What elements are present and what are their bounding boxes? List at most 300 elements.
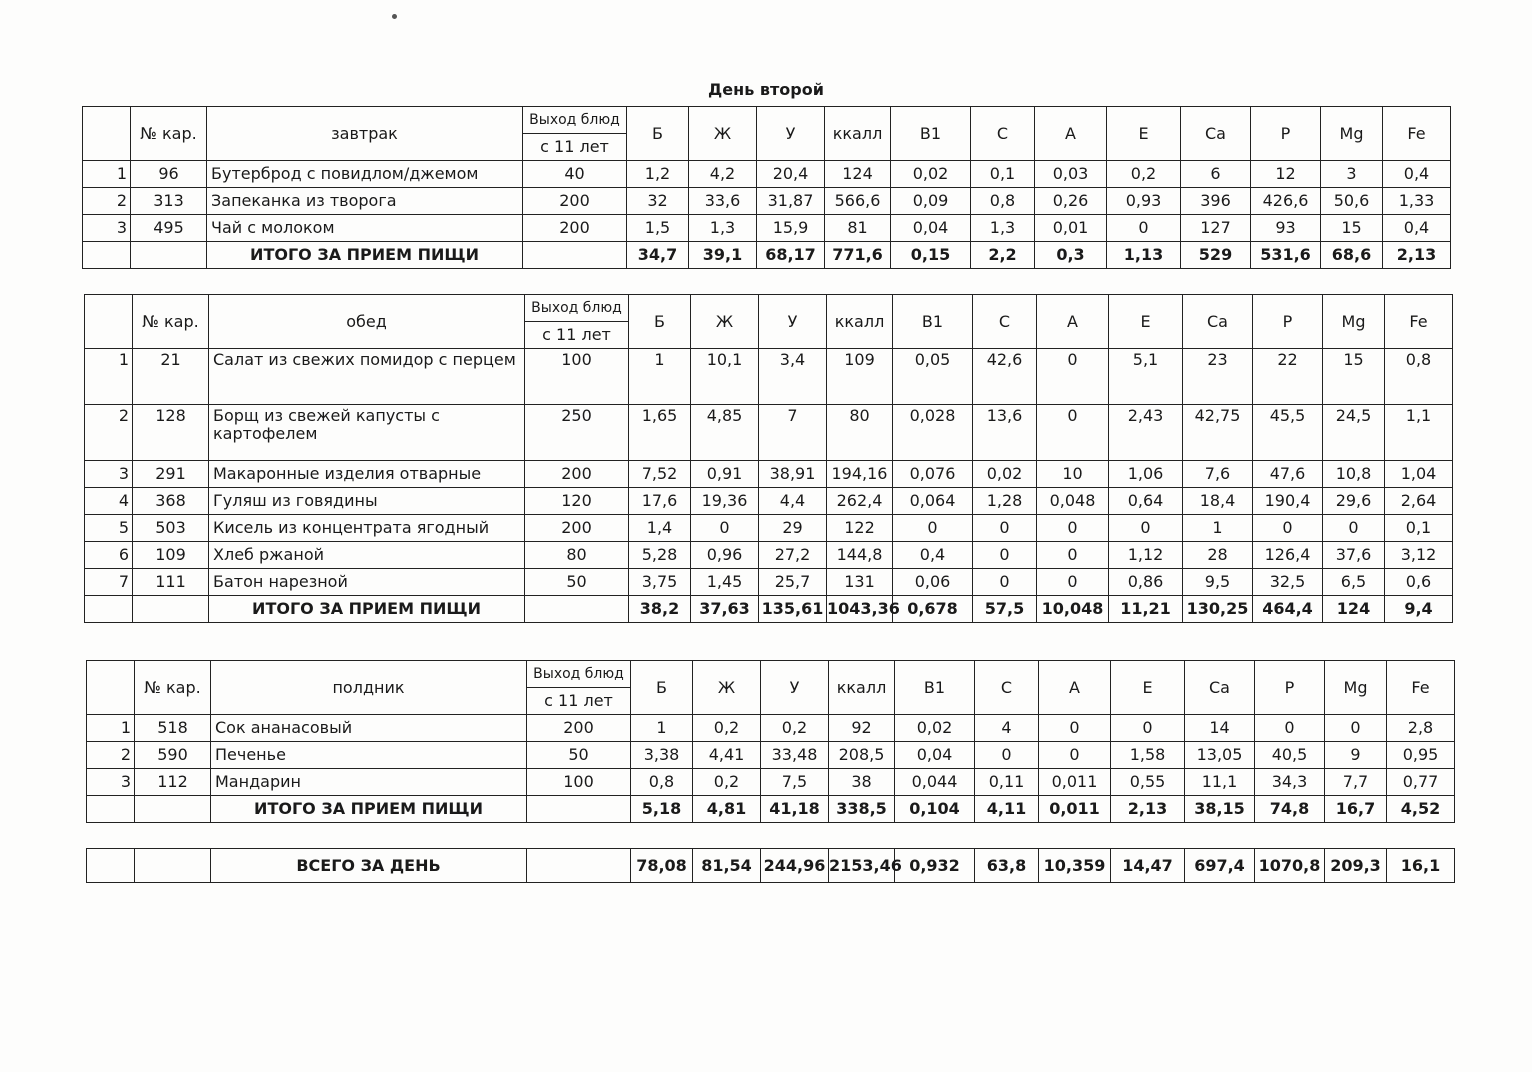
empty-cell xyxy=(527,796,631,823)
nutrient-value: 0 xyxy=(973,515,1037,542)
nutrient-value: 1,4 xyxy=(629,515,691,542)
nutrient-value: 2,64 xyxy=(1385,488,1453,515)
total-label: ИТОГО ЗА ПРИЕМ ПИЩИ xyxy=(209,596,525,623)
day-total-value: 63,8 xyxy=(975,849,1039,883)
nutrient-value: 0,86 xyxy=(1109,569,1183,596)
total-value: 10,048 xyxy=(1037,596,1109,623)
card-number: 112 xyxy=(135,769,211,796)
table-row xyxy=(85,461,1453,488)
nutrient-value: 0,064 xyxy=(893,488,973,515)
nutrient-value: 4,2 xyxy=(689,161,757,188)
scan-speck xyxy=(392,14,397,19)
header-meal-name: завтрак xyxy=(207,107,523,161)
nutrient-value: 47,6 xyxy=(1253,461,1323,488)
nutrient-value: 194,16 xyxy=(827,461,893,488)
table-row xyxy=(87,715,1455,742)
row-index: 1 xyxy=(87,715,135,742)
header-meal-name: полдник xyxy=(211,661,527,715)
dish-name: Сок ананасовый xyxy=(211,715,527,742)
total-value: 338,5 xyxy=(829,796,895,823)
day-total-value: 244,96 xyxy=(761,849,829,883)
total-value: 0,011 xyxy=(1039,796,1111,823)
table-row xyxy=(85,488,1453,515)
dish-yield: 100 xyxy=(525,349,629,405)
dish-yield: 40 xyxy=(523,161,627,188)
day-total-table xyxy=(86,848,1455,883)
row-index: 2 xyxy=(87,742,135,769)
nutrient-value: 0,04 xyxy=(895,742,975,769)
nutrient-value: 23 xyxy=(1183,349,1253,405)
total-row xyxy=(83,242,1451,269)
nutrient-value: 6 xyxy=(1181,161,1251,188)
card-number: 368 xyxy=(133,488,209,515)
header-yield-top: Выход блюд xyxy=(527,661,631,688)
row-index: 3 xyxy=(85,461,133,488)
nutrient-value: 0,02 xyxy=(891,161,971,188)
header-col: Б xyxy=(631,661,693,715)
nutrient-value: 93 xyxy=(1251,215,1321,242)
total-label: ИТОГО ЗА ПРИЕМ ПИЩИ xyxy=(211,796,527,823)
header-yield-top: Выход блюд xyxy=(523,107,627,134)
table-row xyxy=(85,515,1453,542)
nutrient-value: 1,45 xyxy=(691,569,759,596)
nutrient-value: 1,3 xyxy=(971,215,1035,242)
total-value: 0,678 xyxy=(893,596,973,623)
nutrient-value: 190,4 xyxy=(1253,488,1323,515)
nutrient-value: 13,05 xyxy=(1185,742,1255,769)
table-row xyxy=(87,742,1455,769)
header-yield-bottom: с 11 лет xyxy=(527,688,631,715)
header-col: Fe xyxy=(1383,107,1451,161)
total-value: 38,2 xyxy=(629,596,691,623)
header-yield-bottom: с 11 лет xyxy=(523,134,627,161)
empty-cell xyxy=(87,849,135,883)
table-row xyxy=(83,215,1451,242)
nutrient-value: 3 xyxy=(1321,161,1383,188)
nutrient-value: 0,8 xyxy=(971,188,1035,215)
total-value: 135,61 xyxy=(759,596,827,623)
nutrient-value: 3,12 xyxy=(1385,542,1453,569)
nutrient-value: 15 xyxy=(1321,215,1383,242)
nutrient-value: 0,11 xyxy=(975,769,1039,796)
nutrient-value: 1,04 xyxy=(1385,461,1453,488)
nutrient-value: 0 xyxy=(1111,715,1185,742)
nutrient-value: 0,05 xyxy=(893,349,973,405)
nutrient-value: 20,4 xyxy=(757,161,825,188)
nutrient-value: 1 xyxy=(631,715,693,742)
nutrient-value: 0,03 xyxy=(1035,161,1107,188)
nutrient-value: 33,48 xyxy=(761,742,829,769)
nutrient-value: 0 xyxy=(1323,515,1385,542)
nutrient-value: 1,58 xyxy=(1111,742,1185,769)
nutrient-value: 15 xyxy=(1323,349,1385,405)
nutrient-value: 0,64 xyxy=(1109,488,1183,515)
nutrient-value: 32,5 xyxy=(1253,569,1323,596)
day-total-value: 81,54 xyxy=(693,849,761,883)
dish-name: Запеканка из творога xyxy=(207,188,523,215)
nutrient-value: 566,6 xyxy=(825,188,891,215)
total-value: 74,8 xyxy=(1255,796,1325,823)
nutrient-value: 0 xyxy=(975,742,1039,769)
nutrient-value: 45,5 xyxy=(1253,405,1323,461)
nutrient-value: 0,09 xyxy=(891,188,971,215)
header-yield-top: Выход блюд xyxy=(525,295,629,322)
nutrient-value: 0,4 xyxy=(1383,215,1451,242)
header-meal-name: обед xyxy=(209,295,525,349)
total-value: 2,13 xyxy=(1111,796,1185,823)
nutrient-value: 18,4 xyxy=(1183,488,1253,515)
nutrient-value: 0 xyxy=(1107,215,1181,242)
nutrient-value: 1,3 xyxy=(689,215,757,242)
nutrient-value: 127 xyxy=(1181,215,1251,242)
nutrient-value: 7,52 xyxy=(629,461,691,488)
nutrient-value: 1,12 xyxy=(1109,542,1183,569)
row-index: 4 xyxy=(85,488,133,515)
day-total-value: 0,932 xyxy=(895,849,975,883)
nutrient-value: 2,8 xyxy=(1387,715,1455,742)
header-card-number: № кар. xyxy=(135,661,211,715)
dish-yield: 80 xyxy=(525,542,629,569)
nutrient-value: 0,26 xyxy=(1035,188,1107,215)
day-total-value: 2153,46 xyxy=(829,849,895,883)
day-total-value: 14,47 xyxy=(1111,849,1185,883)
empty-cell xyxy=(83,242,131,269)
nutrient-value: 13,6 xyxy=(973,405,1037,461)
nutrient-value: 0,95 xyxy=(1387,742,1455,769)
header-col: Fe xyxy=(1385,295,1453,349)
header-row xyxy=(85,295,1453,322)
header-col: Р xyxy=(1255,661,1325,715)
header-index-cell xyxy=(87,661,135,715)
nutrient-value: 0,04 xyxy=(891,215,971,242)
header-col: С xyxy=(971,107,1035,161)
nutrient-value: 4 xyxy=(975,715,1039,742)
nutrient-value: 11,1 xyxy=(1185,769,1255,796)
nutrient-value: 6,5 xyxy=(1323,569,1385,596)
total-value: 1043,36 xyxy=(827,596,893,623)
nutrient-value: 0,1 xyxy=(971,161,1035,188)
header-col: С xyxy=(975,661,1039,715)
nutrient-value: 31,87 xyxy=(757,188,825,215)
empty-cell xyxy=(523,242,627,269)
nutrient-value: 22 xyxy=(1253,349,1323,405)
header-col: Mg xyxy=(1321,107,1383,161)
header-col: В1 xyxy=(895,661,975,715)
row-index: 3 xyxy=(87,769,135,796)
header-col: Mg xyxy=(1325,661,1387,715)
nutrient-value: 0 xyxy=(1255,715,1325,742)
nutrient-value: 0 xyxy=(1325,715,1387,742)
dish-yield: 100 xyxy=(527,769,631,796)
nutrient-value: 126,4 xyxy=(1253,542,1323,569)
nutrient-value: 0,02 xyxy=(973,461,1037,488)
dish-yield: 250 xyxy=(525,405,629,461)
day-total-label: ВСЕГО ЗА ДЕНЬ xyxy=(211,849,527,883)
total-value: 0,104 xyxy=(895,796,975,823)
day-total-value: 697,4 xyxy=(1185,849,1255,883)
nutrient-value: 262,4 xyxy=(827,488,893,515)
dish-name: Борщ из свежей капусты с картофелем xyxy=(209,405,525,461)
dish-yield: 200 xyxy=(527,715,631,742)
dish-yield: 200 xyxy=(525,461,629,488)
empty-cell xyxy=(525,596,629,623)
empty-cell xyxy=(85,596,133,623)
nutrient-value: 0,048 xyxy=(1037,488,1109,515)
card-number: 96 xyxy=(131,161,207,188)
nutrient-value: 12 xyxy=(1251,161,1321,188)
nutrient-value: 0,076 xyxy=(893,461,973,488)
header-col: А xyxy=(1035,107,1107,161)
header-row xyxy=(83,107,1451,134)
nutrient-value: 0,2 xyxy=(1107,161,1181,188)
nutrient-value: 124 xyxy=(825,161,891,188)
header-row xyxy=(87,661,1455,688)
header-col: У xyxy=(757,107,825,161)
nutrient-value: 33,6 xyxy=(689,188,757,215)
nutrient-value: 0 xyxy=(1037,569,1109,596)
card-number: 128 xyxy=(133,405,209,461)
header-col: В1 xyxy=(893,295,973,349)
nutrient-value: 29,6 xyxy=(1323,488,1385,515)
header-col: У xyxy=(759,295,827,349)
nutrient-value: 9 xyxy=(1325,742,1387,769)
table-row xyxy=(85,569,1453,596)
nutrient-value: 4,41 xyxy=(693,742,761,769)
nutrient-value: 15,9 xyxy=(757,215,825,242)
nutrient-value: 0,8 xyxy=(1385,349,1453,405)
nutrient-value: 32 xyxy=(627,188,689,215)
nutrient-value: 0,2 xyxy=(761,715,829,742)
header-col: Р xyxy=(1253,295,1323,349)
nutrient-value: 29 xyxy=(759,515,827,542)
nutrient-value: 208,5 xyxy=(829,742,895,769)
nutrient-value: 24,5 xyxy=(1323,405,1385,461)
total-value: 11,21 xyxy=(1109,596,1183,623)
nutrient-value: 7,7 xyxy=(1325,769,1387,796)
nutrient-value: 3,38 xyxy=(631,742,693,769)
nutrient-value: 10 xyxy=(1037,461,1109,488)
row-index: 2 xyxy=(85,405,133,461)
card-number: 503 xyxy=(133,515,209,542)
nutrient-value: 0,93 xyxy=(1107,188,1181,215)
table-row xyxy=(85,542,1453,569)
nutrient-value: 7,5 xyxy=(761,769,829,796)
nutrient-value: 28 xyxy=(1183,542,1253,569)
nutrient-value: 1,5 xyxy=(627,215,689,242)
card-number: 109 xyxy=(133,542,209,569)
nutrient-value: 0 xyxy=(893,515,973,542)
nutrient-value: 396 xyxy=(1181,188,1251,215)
header-col: Е xyxy=(1111,661,1185,715)
row-index: 7 xyxy=(85,569,133,596)
total-value: 0,3 xyxy=(1035,242,1107,269)
dish-yield: 50 xyxy=(525,569,629,596)
row-index: 5 xyxy=(85,515,133,542)
nutrient-value: 0,1 xyxy=(1385,515,1453,542)
nutrient-value: 10,8 xyxy=(1323,461,1385,488)
total-value: 529 xyxy=(1181,242,1251,269)
table-row xyxy=(85,405,1453,461)
nutrient-value: 0 xyxy=(1039,715,1111,742)
header-col: Са xyxy=(1185,661,1255,715)
nutrient-value: 1 xyxy=(629,349,691,405)
header-col: Е xyxy=(1107,107,1181,161)
nutrient-value: 3,75 xyxy=(629,569,691,596)
nutrient-value: 0,91 xyxy=(691,461,759,488)
card-number: 313 xyxy=(131,188,207,215)
nutrient-value: 38,91 xyxy=(759,461,827,488)
card-number: 590 xyxy=(135,742,211,769)
header-col: С xyxy=(973,295,1037,349)
dish-yield: 120 xyxy=(525,488,629,515)
header-col: ккалл xyxy=(827,295,893,349)
nutrient-value: 3,4 xyxy=(759,349,827,405)
row-index: 2 xyxy=(83,188,131,215)
header-col: Р xyxy=(1251,107,1321,161)
total-value: 464,4 xyxy=(1253,596,1323,623)
total-value: 16,7 xyxy=(1325,796,1387,823)
nutrient-value: 0,02 xyxy=(895,715,975,742)
header-yield-bottom: с 11 лет xyxy=(525,322,629,349)
empty-cell xyxy=(133,596,209,623)
nutrient-value: 10,1 xyxy=(691,349,759,405)
nutrient-value: 27,2 xyxy=(759,542,827,569)
header-col: Са xyxy=(1181,107,1251,161)
nutrient-value: 4,4 xyxy=(759,488,827,515)
table-row xyxy=(83,161,1451,188)
header-col: Са xyxy=(1183,295,1253,349)
nutrient-value: 2,43 xyxy=(1109,405,1183,461)
nutrient-value: 42,75 xyxy=(1183,405,1253,461)
card-number: 495 xyxy=(131,215,207,242)
snack-table xyxy=(86,660,1455,823)
nutrient-value: 4,85 xyxy=(691,405,759,461)
header-col: Ж xyxy=(689,107,757,161)
total-value: 38,15 xyxy=(1185,796,1255,823)
nutrient-value: 19,36 xyxy=(691,488,759,515)
total-value: 2,13 xyxy=(1383,242,1451,269)
nutrient-value: 9,5 xyxy=(1183,569,1253,596)
nutrient-value: 1,33 xyxy=(1383,188,1451,215)
nutrient-value: 40,5 xyxy=(1255,742,1325,769)
total-value: 68,6 xyxy=(1321,242,1383,269)
dish-name: Кисель из концентрата ягодный xyxy=(209,515,525,542)
dish-name: Бутерброд с повидлом/джемом xyxy=(207,161,523,188)
dish-yield: 200 xyxy=(525,515,629,542)
nutrient-value: 1,06 xyxy=(1109,461,1183,488)
empty-cell xyxy=(87,796,135,823)
total-value: 4,11 xyxy=(975,796,1039,823)
nutrient-value: 0,06 xyxy=(893,569,973,596)
nutrient-value: 0,77 xyxy=(1387,769,1455,796)
nutrient-value: 25,7 xyxy=(759,569,827,596)
nutrient-value: 0,4 xyxy=(893,542,973,569)
nutrient-value: 0,011 xyxy=(1039,769,1111,796)
total-value: 9,4 xyxy=(1385,596,1453,623)
nutrient-value: 5,1 xyxy=(1109,349,1183,405)
nutrient-value: 5,28 xyxy=(629,542,691,569)
total-value: 1,13 xyxy=(1107,242,1181,269)
header-card-number: № кар. xyxy=(133,295,209,349)
nutrient-value: 7 xyxy=(759,405,827,461)
header-col: Е xyxy=(1109,295,1183,349)
table-row xyxy=(85,349,1453,405)
nutrient-value: 0,028 xyxy=(893,405,973,461)
nutrient-value: 17,6 xyxy=(629,488,691,515)
day-total-value: 78,08 xyxy=(631,849,693,883)
empty-cell xyxy=(135,849,211,883)
empty-cell xyxy=(527,849,631,883)
header-col: ккалл xyxy=(825,107,891,161)
nutrient-value: 50,6 xyxy=(1321,188,1383,215)
nutrient-value: 0 xyxy=(1037,405,1109,461)
header-col: Ж xyxy=(693,661,761,715)
nutrient-value: 42,6 xyxy=(973,349,1037,405)
nutrient-value: 0,96 xyxy=(691,542,759,569)
dish-name: Хлеб ржаной xyxy=(209,542,525,569)
nutrient-value: 0,8 xyxy=(631,769,693,796)
table-row xyxy=(87,769,1455,796)
empty-cell xyxy=(131,242,207,269)
nutrient-value: 131 xyxy=(827,569,893,596)
nutrient-value: 0,2 xyxy=(693,769,761,796)
dish-name: Салат из свежих помидор с перцем xyxy=(209,349,525,405)
row-index: 1 xyxy=(83,161,131,188)
header-col: Ж xyxy=(691,295,759,349)
nutrient-value: 0 xyxy=(1253,515,1323,542)
breakfast-table xyxy=(82,106,1451,269)
nutrient-value: 80 xyxy=(827,405,893,461)
dish-yield: 200 xyxy=(523,188,627,215)
nutrient-value: 0,4 xyxy=(1383,161,1451,188)
header-card-number: № кар. xyxy=(131,107,207,161)
nutrient-value: 0,2 xyxy=(693,715,761,742)
nutrient-value: 0 xyxy=(1037,349,1109,405)
day-total-value: 10,359 xyxy=(1039,849,1111,883)
nutrient-value: 0,01 xyxy=(1035,215,1107,242)
nutrient-value: 1,1 xyxy=(1385,405,1453,461)
nutrient-value: 81 xyxy=(825,215,891,242)
day-total-value: 16,1 xyxy=(1387,849,1455,883)
nutrient-value: 144,8 xyxy=(827,542,893,569)
header-col: Б xyxy=(629,295,691,349)
nutrient-value: 7,6 xyxy=(1183,461,1253,488)
nutrient-value: 37,6 xyxy=(1323,542,1385,569)
nutrient-value: 0 xyxy=(1109,515,1183,542)
nutrient-value: 92 xyxy=(829,715,895,742)
nutrient-value: 1 xyxy=(1183,515,1253,542)
total-value: 0,15 xyxy=(891,242,971,269)
day-total-value: 1070,8 xyxy=(1255,849,1325,883)
total-value: 34,7 xyxy=(627,242,689,269)
nutrient-value: 34,3 xyxy=(1255,769,1325,796)
row-index: 1 xyxy=(85,349,133,405)
nutrient-value: 109 xyxy=(827,349,893,405)
dish-name: Макаронные изделия отварные xyxy=(209,461,525,488)
header-col: Б xyxy=(627,107,689,161)
header-col: А xyxy=(1039,661,1111,715)
nutrient-value: 0 xyxy=(1037,515,1109,542)
header-col: У xyxy=(761,661,829,715)
header-col: Fe xyxy=(1387,661,1455,715)
header-index-cell xyxy=(83,107,131,161)
nutrient-value: 14 xyxy=(1185,715,1255,742)
header-col: ккалл xyxy=(829,661,895,715)
empty-cell xyxy=(135,796,211,823)
total-value: 771,6 xyxy=(825,242,891,269)
nutrient-value: 426,6 xyxy=(1251,188,1321,215)
dish-name: Чай с молоком xyxy=(207,215,523,242)
